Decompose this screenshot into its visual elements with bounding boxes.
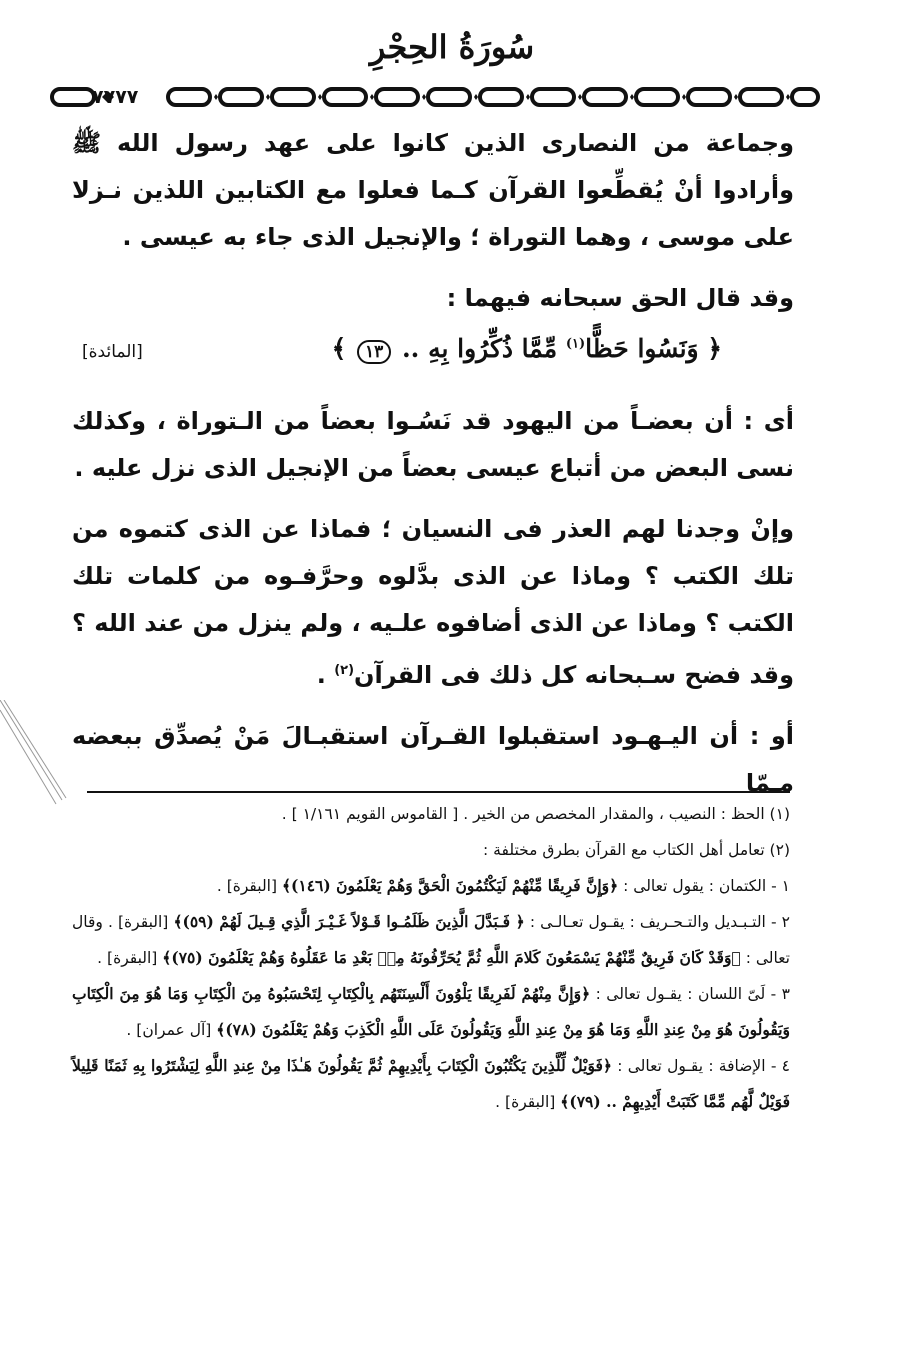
ornamental-border bbox=[48, 84, 823, 110]
sura-reference: [المائدة] bbox=[82, 342, 143, 362]
paragraph: وجماعة من النصارى الذين كانوا على عهد رسول الله ﷺ وأرادوا أنْ يُقطِّعوا القرآن كـما فعلوا مع الكتابين اللذين نـزلا على موسى ، وهما التوراة ؛ والإنجيل الذى جاء به عيسى . bbox=[72, 129, 794, 251]
footnote-mark: (١) bbox=[565, 336, 586, 352]
paragraph bbox=[72, 506, 794, 699]
quran-quote: ﴿وَقَدْ كَانَ فَرِيقٌ مِّنْهُمْ يَسْمَعُونَ كَلامَ اللَّهِ ثُمَّ يُحَرِّفُونَهُ مِنۢ بَعْدِ مَا عَقَلُوهُ وَهُمْ يَعْلَمُونَ (٧٥)﴾ bbox=[162, 948, 741, 967]
footnote-label: ١ - الكتمان : يقول تعالى : bbox=[618, 877, 790, 895]
footnote-item bbox=[72, 1048, 790, 1120]
sura-reference: [البقرة] . وقال تعالى : bbox=[72, 913, 790, 967]
footnotes bbox=[72, 796, 790, 1120]
footnote-separator bbox=[87, 791, 790, 793]
quran-quote-row bbox=[72, 328, 794, 384]
footnote: (٢) تعامل أهل الكتاب مع القرآن بطرق مختلفة : bbox=[483, 841, 790, 859]
footnote-item bbox=[72, 868, 790, 904]
footnote: (١) الحظ : النصيب ، والمقدار المخصص من الخير . [ القاموس القويم ١/١٦١ ] . bbox=[281, 805, 790, 823]
footnote-label: ٣ - لَىّ اللسان : يقـول تعالى : bbox=[590, 985, 790, 1003]
sura-reference: [البقرة] . bbox=[495, 1093, 561, 1111]
quran-quote: ﴿وَإِنَّ فَرِيقًا مِّنْهُمْ لَيَكْتُمُونَ الْحَقَّ وَهُمْ يَعْلَمُونَ (١٤٦)﴾ bbox=[281, 876, 619, 895]
sura-reference: [البقرة] . bbox=[216, 877, 282, 895]
ayah-number-badge: ١٣ bbox=[357, 340, 391, 364]
quran-quote bbox=[332, 334, 722, 364]
quote-text: ﴿ وَنَسُوا حَظًّا bbox=[585, 334, 722, 363]
paragraph: وقد قال الحق سبحانه فيهما : bbox=[446, 284, 794, 312]
footnote-label: ٢ - التـبـديل والتـحـريف : يقـول تعـالـى : bbox=[524, 913, 790, 931]
quran-quote: ﴿ فَـبَدَّلَ الَّذِينَ ظَلَمُـوا قَـوْلاً غَـيْـرَ الَّذِي قِـيلَ لَهُمْ (٥٩)﴾ bbox=[173, 912, 525, 931]
footnote-label: ٤ - الإضافة : يقـول تعالى : bbox=[611, 1057, 790, 1075]
quote-close: ﴾ bbox=[331, 334, 355, 363]
footnote-mark: (٢) bbox=[334, 663, 355, 678]
footnote-item bbox=[72, 904, 790, 976]
page-number: ٧٧٧٧ bbox=[92, 86, 139, 108]
sura-reference: [البقرة] . bbox=[97, 949, 163, 967]
quran-quote: ﴿فَوَيْلٌ لِّلَّذِينَ يَكْتُبُونَ الْكِتَابَ بِأَيْدِيهِمْ ثُمَّ يَقُولُونَ هَـٰذَا مِنْ عِندِ اللَّهِ لِيَشْتَرُوا بِهِ ثَمَنًا قَلِيلاً فَوَيْلٌ لَّهُم مِّمَّا كَتَبَتْ أَيْدِيهِمْ .. (٧٩)﴾ bbox=[72, 1056, 790, 1111]
quote-text-continued: مِّمَّا ذُكِّرُوا بِهِ .. bbox=[393, 334, 566, 363]
paragraph: أو : أن اليـهـود استقبلوا القـرآن استقبـالَ مَنْ يُصدِّق ببعضه مـمّا bbox=[72, 722, 794, 797]
paragraph-text: وإنْ وجدنا لهم العذر فى النسيان ؛ فماذا عن الذى كتموه من تلك الكتب ؟ وماذا عن الذى بدَّلوه وحرَّفـوه من كلمات تلك الكتب ؟ وماذا عن الذى أضافوه علـيه ، ولم ينزل من عند الله ؟ وقد فضح سـبحانه كل ذلك فى القرآن bbox=[72, 515, 794, 689]
surah-title: سُورَةُ الحِجْرِ bbox=[369, 28, 535, 66]
quran-quote: ﴿وَإِنَّ مِنْهُمْ لَفَرِيقًا يَلْوُونَ أَلْسِنَتَهُم بِالْكِتَابِ لِتَحْسَبُوهُ مِنَ الْكِتَابِ وَمَا هُوَ مِنَ الْكِتَابِ وَيَقُولُونَ هُوَ مِنْ عِندِ اللَّهِ وَمَا هُوَ مِنْ عِندِ اللَّهِ وَيَقُولُونَ عَلَى اللَّهِ الْكَذِبَ وَهُمْ يَعْلَمُونَ (٧٨)﴾ bbox=[72, 984, 790, 1039]
paragraph-end: . bbox=[316, 661, 335, 689]
main-text bbox=[72, 120, 794, 807]
sura-reference: [آل عمران] . bbox=[126, 1021, 217, 1039]
footnote-item bbox=[72, 976, 790, 1048]
paragraph: أى : أن بعضـاً من اليهود قد نَسُـوا بعضاً من الـتوراة ، وكذلك نسى البعض من أتباع عيسى بعضاً من الإنجيل الذى نزل عليه . bbox=[72, 407, 794, 482]
scan-artifact bbox=[0, 700, 70, 810]
